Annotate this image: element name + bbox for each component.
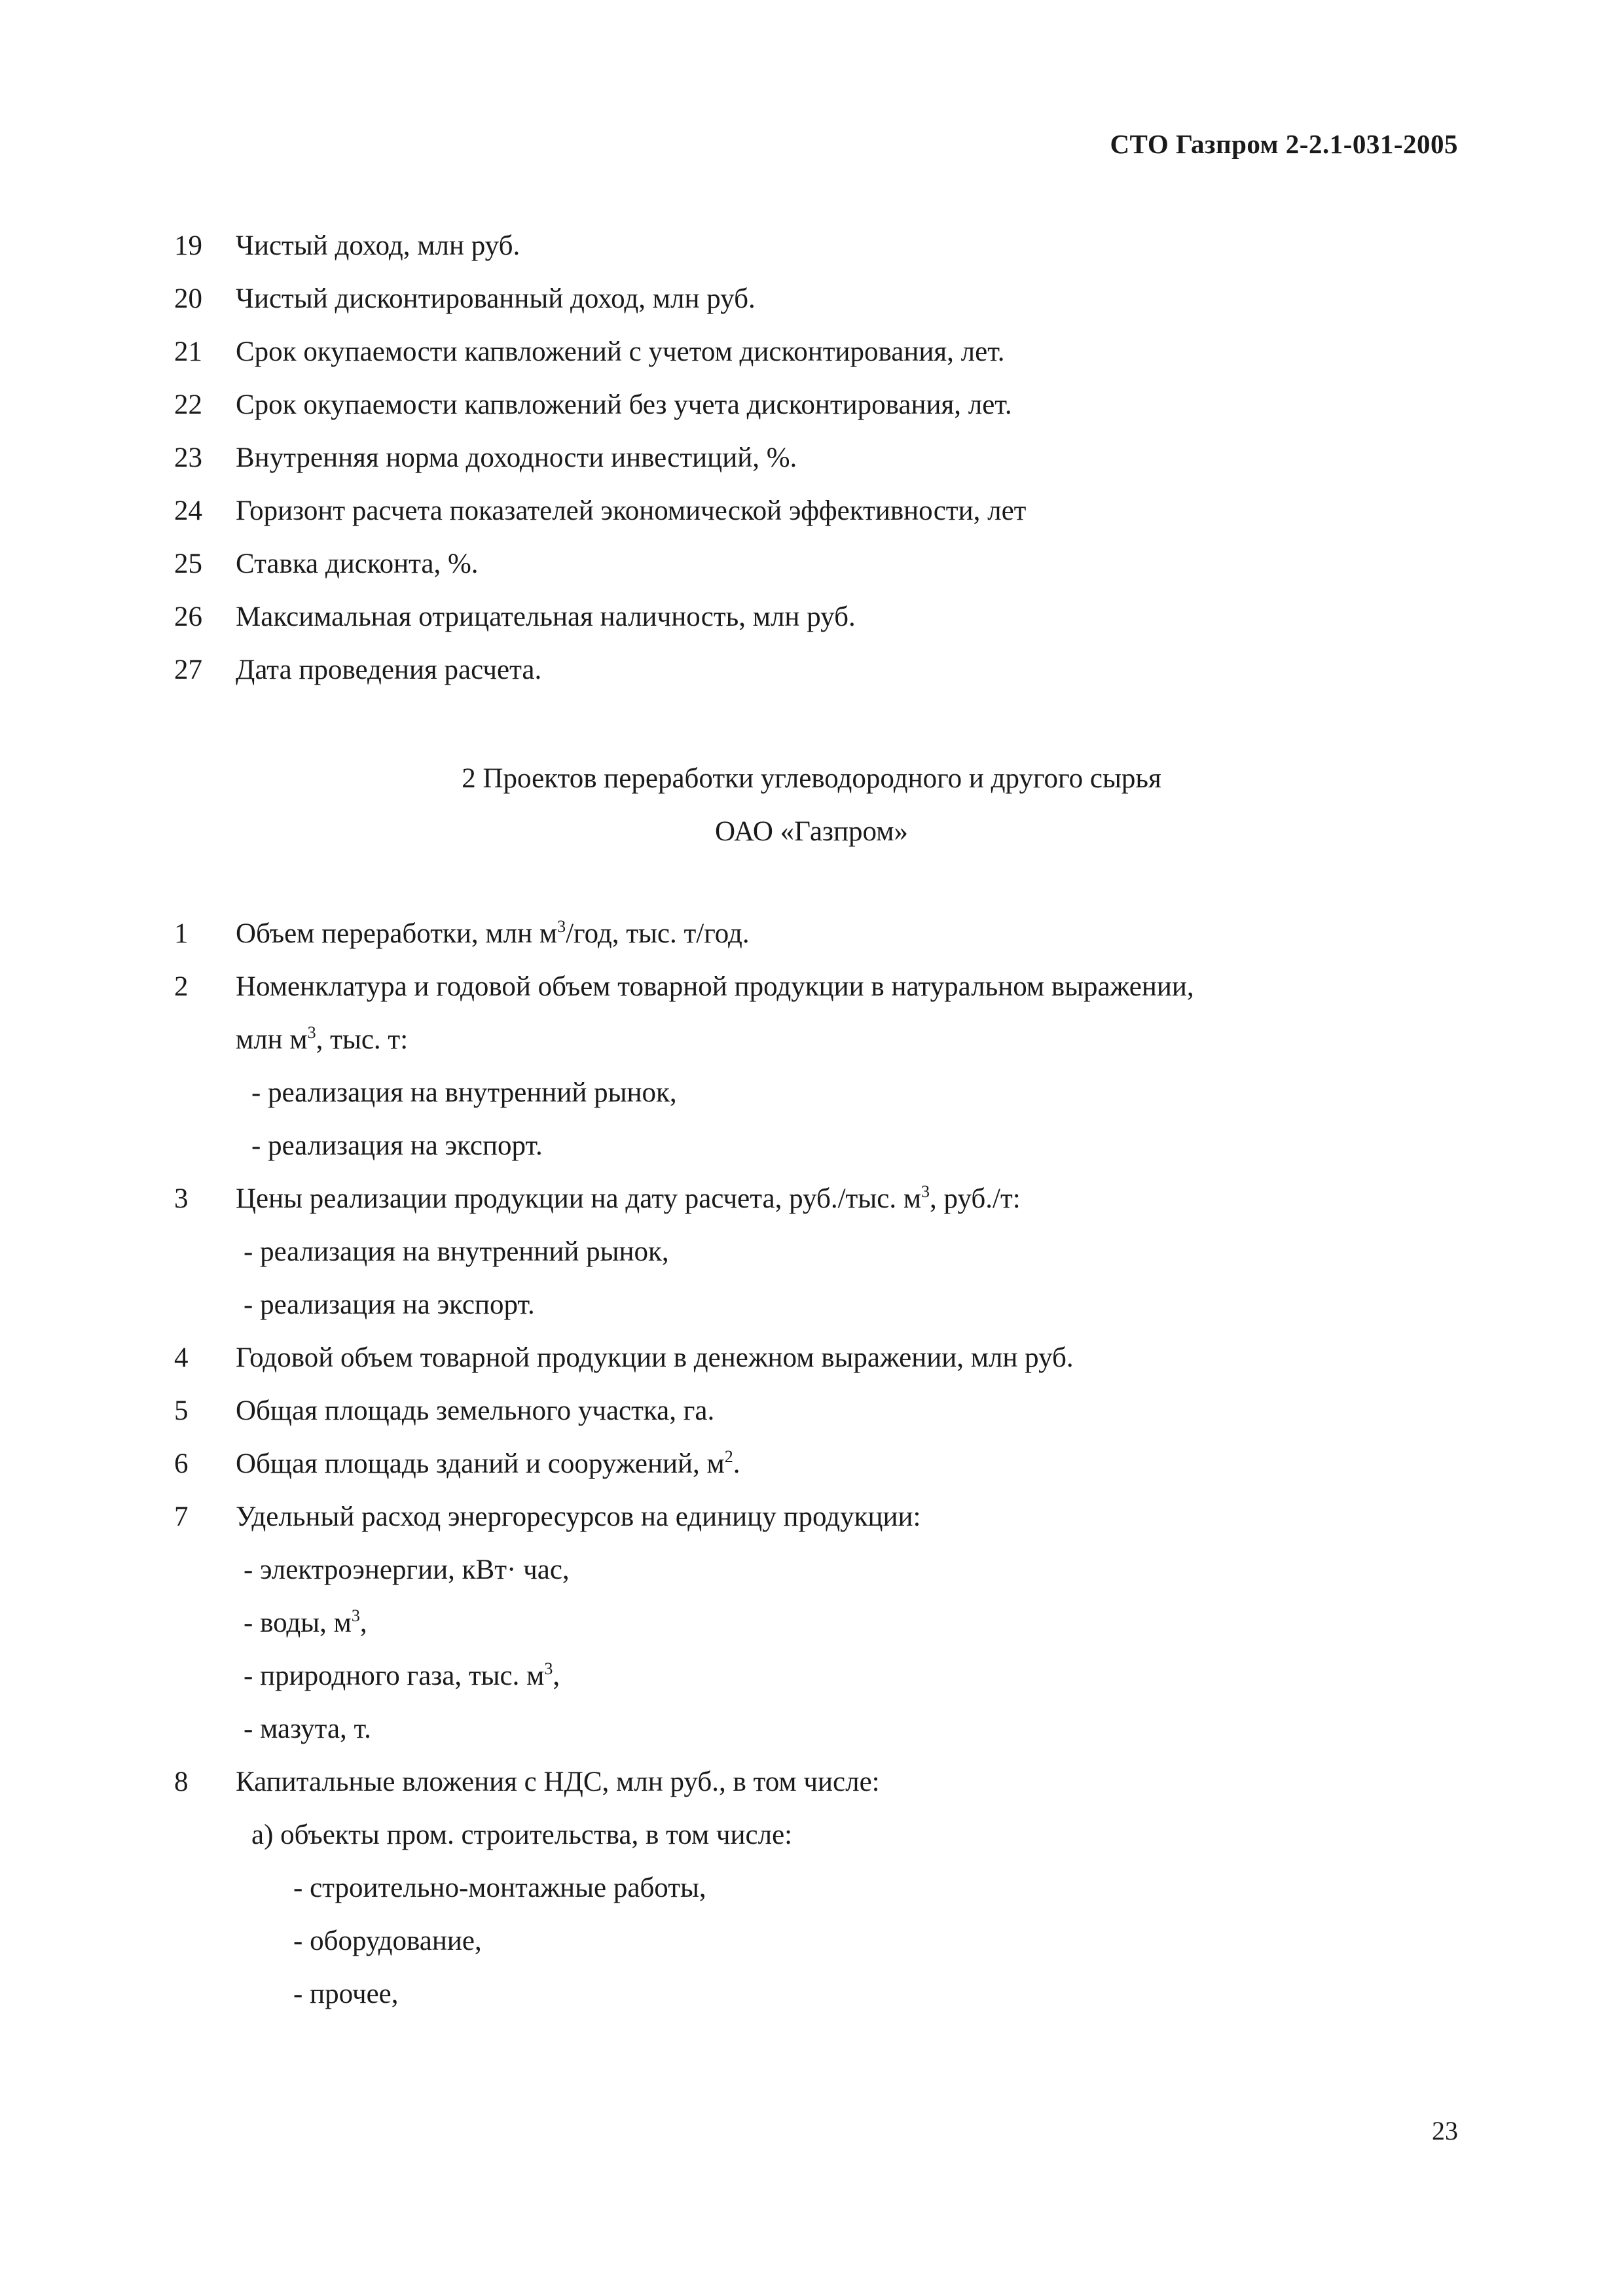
item-number: 24 [174, 495, 202, 526]
item-number: 3 [174, 1183, 189, 1214]
item-text: Срок окупаемости капвложений без учета дисконтирования, лет. [236, 389, 1012, 420]
sub-item-text: а) объекты пром. строительства, в том числе: [251, 1820, 793, 1850]
item-text: Годовой объем товарной продукции в денежном выражении, млн руб. [236, 1342, 1074, 1373]
item-number: 27 [174, 655, 202, 685]
section-subtitle: ОАО «Газпром» [715, 816, 908, 847]
sub-item-text: - электроэнергии, кВт· час, [244, 1554, 570, 1585]
item-text: Срок окупаемости капвложений с учетом дисконтирования, лет. [236, 336, 1005, 367]
sub-item-text: - природного газа, тыс. $м^3$, [244, 1659, 560, 1691]
item-number: 5 [174, 1395, 189, 1426]
item-text: млн $м^3$, тыс. т: [236, 1023, 409, 1055]
item-number: 7 [174, 1501, 189, 1532]
sub-item-text: - реализация на экспорт. [251, 1130, 543, 1161]
item-number: 19 [174, 230, 202, 261]
item-number: 20 [174, 283, 202, 314]
item-text: Объем переработки, млн $м^3$/год, тыс. т/год. [236, 917, 750, 949]
item-text: Номенклатура и годовой объем товарной продукции в натуральном выражении, [236, 971, 1194, 1002]
item-number: 8 [174, 1767, 189, 1797]
item-text: Дата проведения расчета. [236, 655, 542, 685]
sub-item-text: - реализация на внутренний рынок, [251, 1077, 677, 1108]
item-number: 2 [174, 971, 189, 1002]
item-text: Чистый доход, млн руб. [236, 230, 520, 261]
item-number: 21 [174, 336, 202, 367]
document-header: СТО Газпром 2-2.1-031-2005 [1110, 129, 1458, 159]
item-text: Общая площадь земельного участка, га. [236, 1395, 715, 1426]
item-text: Общая площадь зданий и сооружений, $м^2$. [236, 1447, 740, 1479]
item-text: Внутренняя норма доходности инвестиций, %. [236, 442, 797, 473]
item-number: 23 [174, 442, 202, 473]
item-text: Капитальные вложения с НДС, млн руб., в том числе: [236, 1767, 880, 1797]
item-text: Цены реализации продукции на дату расчета, руб./тыс. $м^3$, руб./т: [236, 1182, 1021, 1214]
sub-item-text: - воды, $м^3$, [244, 1606, 367, 1638]
sub-sub-item-text: - прочее, [293, 1979, 399, 2009]
sub-item-text: - реализация на экспорт. [244, 1289, 535, 1320]
item-number: 22 [174, 389, 202, 420]
item-text: Удельный расход энергоресурсов на единицу продукции: [236, 1501, 921, 1532]
item-text: Горизонт расчета показателей экономической эффективности, лет [236, 495, 1027, 526]
item-number: 26 [174, 601, 202, 632]
item-number: 25 [174, 548, 202, 579]
item-text: Ставка дисконта, %. [236, 548, 479, 579]
sub-sub-item-text: - строительно-монтажные работы, [293, 1873, 706, 1903]
sub-sub-item-text: - оборудование, [293, 1926, 482, 1956]
item-number: 1 [174, 918, 189, 949]
item-number: 4 [174, 1342, 189, 1373]
item-number: 6 [174, 1448, 189, 1479]
sub-item-text: - мазута, т. [244, 1713, 371, 1744]
sub-item-text: - реализация на внутренний рынок, [244, 1236, 669, 1267]
item-text: Чистый дисконтированный доход, млн руб. [236, 283, 756, 314]
page-number: 23 [1432, 2116, 1458, 2145]
item-text: Максимальная отрицательная наличность, млн руб. [236, 601, 856, 632]
section-title: 2 Проектов переработки углеводородного и другого сырья [462, 763, 1161, 794]
